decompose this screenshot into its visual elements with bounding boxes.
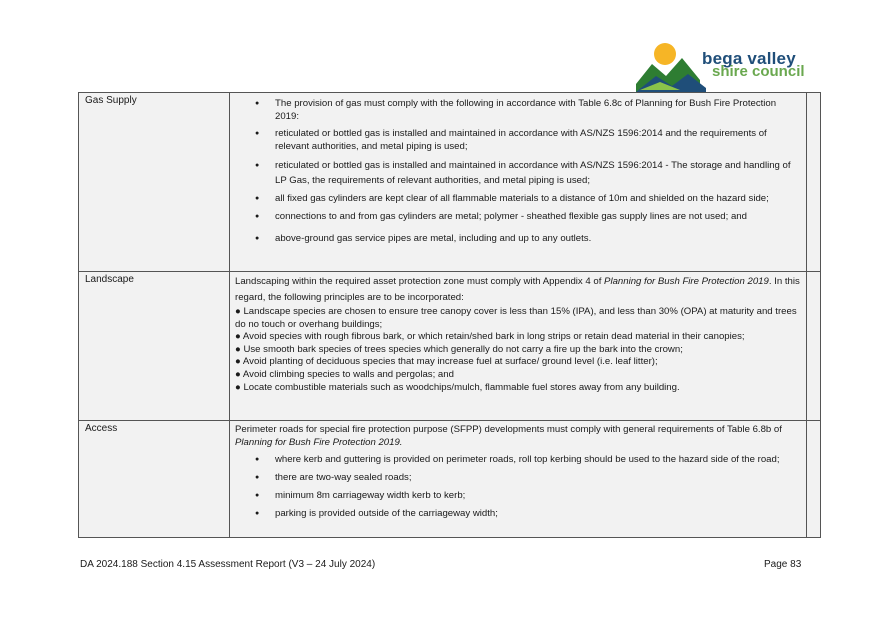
landscape-point: ● Avoid planting of deciduous species that may increase fuel at surface/ ground level (i.e. leaf litter); <box>235 356 658 368</box>
table-row-access <box>79 421 820 539</box>
landscape-intro-text-end: . In this regard, the following principles are to be incorporated: <box>235 276 800 303</box>
gas-bullet: ● above-ground gas service pipes are metal, including and up to any outlets. <box>235 232 801 245</box>
gas-cell <box>235 97 801 249</box>
landscape-intro-text: Landscaping within the required asset protection zone must comply with Appendix 4 of <box>235 276 605 287</box>
table-row-gas <box>79 93 820 272</box>
landscape-point: ● Avoid species with rough fibrous bark, or which retain/shed bark in long strips or retain dead material in their canopies; <box>235 331 745 343</box>
requirements-table <box>78 92 821 538</box>
access-intro <box>235 423 805 449</box>
row-label-landscape: Landscape <box>85 274 134 285</box>
landscape-point: ● Use smooth bark species of trees species which generally do not carry a fire up the bark into the crown; <box>235 343 683 355</box>
access-cell <box>235 423 805 524</box>
access-bullet: ● there are two-way sealed roads; <box>235 471 805 484</box>
gas-bullet: ● reticulated or bottled gas is installed and maintained in accordance with AS/NZS 1596:2014 and the requirements of relevant authorities, and metal piping is used; <box>235 127 801 153</box>
access-bullet: ● minimum 8m carriageway width kerb to kerb; <box>235 489 805 502</box>
landscape-intro <box>235 274 805 306</box>
landscape-intro-ref: Planning for Bush Fire Protection 2019 <box>604 276 769 287</box>
landscape-point: ● Avoid climbing species to walls and pergolas; and <box>235 368 454 380</box>
logo-line2: shire council <box>712 63 805 80</box>
logo-line1: bega valley <box>702 49 796 68</box>
gas-bullet: ● The provision of gas must comply with the following in accordance with Table 6.8c of Planning for Bush Fire Protection 2019: <box>235 97 801 123</box>
access-intro-ref: Planning for Bush Fire Protection 2019. <box>235 437 403 448</box>
landscape-point: ● Locate combustible materials such as woodchips/mulch, flammable fuel stores away from any building. <box>235 381 680 393</box>
page-number: Page 83 <box>764 559 802 570</box>
gas-bullet: ● reticulated or bottled gas is installed and maintained in accordance with AS/NZS 1596:2014 ‐ The storage and handling of LP Gas, the requirements of relevant authorities, and metal piping is used; <box>235 158 801 188</box>
gas-bullet: ● all fixed gas cylinders are kept clear of all flammable materials to a distance of 10m and shielded on the hazard side; <box>235 192 801 205</box>
gas-bullet: ● connections to and from gas cylinders are metal; polymer ‐ sheathed flexible gas supply lines are not used; and <box>235 210 801 223</box>
row-label-gas: Gas Supply <box>85 95 137 106</box>
table-row-landscape <box>79 272 820 421</box>
access-intro-text: Perimeter roads for special fire protection purpose (SFPP) developments must comply with general requirements of Table 6.8b of <box>235 424 782 435</box>
footer-document-ref: DA 2024.188 Section 4.15 Assessment Report (V3 – 24 July 2024) <box>80 559 376 570</box>
landscape-point: ● Landscape species are chosen to ensure tree canopy cover is less than 15% (IPA), and less than 30% (OPA) at maturity and trees do no touch or overhang buildings; <box>235 306 797 330</box>
access-bullet: ● parking is provided outside of the carriageway width; <box>235 507 805 520</box>
landscape-cell <box>235 274 805 394</box>
access-bullet: ● where kerb and guttering is provided on perimeter roads, roll top kerbing should be used to the hazard side of the road; <box>235 453 805 466</box>
row-label-access: Access <box>85 423 118 434</box>
